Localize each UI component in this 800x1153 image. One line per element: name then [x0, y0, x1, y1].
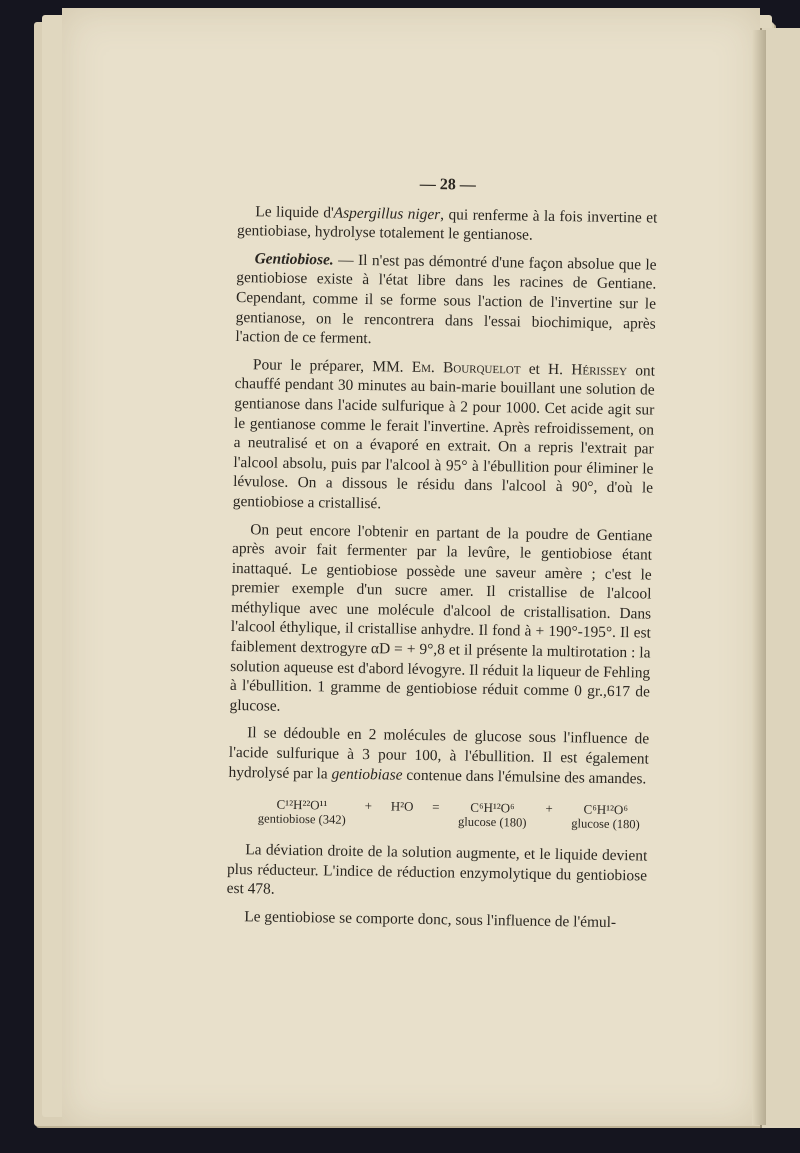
- plus-sign: +: [545, 801, 553, 817]
- equals-sign: =: [432, 799, 440, 815]
- paragraph-hydrolysis: [228, 723, 649, 788]
- page-number: — 28 —: [419, 175, 476, 194]
- text-run: , qui renferme à la fois invertine et gentiobiase, hydrolyse totalement le gentianose.: [236, 205, 658, 244]
- facing-page-edge: [760, 28, 800, 1128]
- paragraph-preparation: [233, 355, 655, 518]
- author-name: Em. Bourquelot: [411, 358, 521, 378]
- text-run: contenue dans l'émulsine des amandes.: [402, 766, 647, 788]
- paragraph-continuation: Le gentiobiose se comporte donc, sous l'influence de l'émul-: [244, 908, 617, 932]
- text-run: Le liquide d': [255, 202, 334, 222]
- paragraph-properties: On peut encore l'obtenir en partant de la poudre de Gentiane après avoir fait fermenter par la levûre, le gentiobiose étant inattaqué. Le gentiobiose possède une saveur amère ; c'est le premier exemple d'un sucre amer. Il cristallise de l'alcool méthylique avec une molécule d'alcool de cristallisation. Dans l'alcool éthylique, il cristallise anhydre. Il fond à + 190°-195°. Il est faiblement dextrogyre αD = + 9°,8 et il présente la multirotation : la solution aqueuse est d'abord lévogyre. Il réduit la liqueur de Fehling à l'ébullition. 1 gramme de gentiobiose réduit comme 0 gr.,617 de glucose.: [229, 520, 653, 715]
- formula-label: glucose (180): [457, 814, 527, 830]
- formula-term: [258, 797, 346, 828]
- formula-label: gentiobiose (342): [257, 811, 346, 827]
- text-run: Pour le préparer, MM.: [252, 356, 412, 376]
- formula-glucose: C⁶H¹²O⁶: [583, 801, 629, 818]
- formula-term: [391, 799, 414, 814]
- italic-term: gentiobiase: [331, 765, 403, 784]
- author-name: H. Hérissey: [547, 360, 628, 379]
- formula-glucose: C⁶H¹²O⁶: [470, 799, 515, 816]
- chemical-equation: [258, 797, 640, 833]
- section-heading: Gentiobiose.: [254, 250, 334, 269]
- formula-term: [571, 802, 640, 833]
- formula-water: H²O: [390, 798, 414, 815]
- paragraph-aspergillus: [237, 202, 658, 248]
- formula-term: [458, 800, 527, 831]
- plus-sign: +: [364, 798, 373, 814]
- italic-term: Aspergillus niger: [333, 204, 441, 223]
- book-gutter: [752, 30, 766, 1125]
- paragraph-gentiobiose: [235, 249, 656, 354]
- paragraph-deviation: La déviation droite de la solution augmente, et le liquide devient plus réducteur. L'indice de réduction enzymolytique du gentiobiose est 478.: [226, 841, 648, 899]
- text-run: ont chauffé pendant 30 minutes au bain-marie bouillant une solution de gentianose dans l'acide sulfurique à 2 pour 1000. Cet acide agit sur le gentianose comme le ferait l'invertine. Après refroidissement, on a neutralisé et on a évaporé en extrait. On a repris l'extrait par l'alcool absolu, puis par l'alcool à 95° à l'ébullition pour éliminer le lévulose. On a dissous le résidu dans l'alcool à 90°, d'où le gentiobiose a cristallisé.: [232, 361, 656, 513]
- formula-label: glucose (180): [571, 816, 640, 832]
- formula-gentiobiose: C¹²H²²O¹¹: [276, 796, 328, 813]
- text-run: et: [520, 360, 549, 378]
- text-run: — Il n'est pas démontré d'une façon absolue que le gentiobiose existe à l'état libre dans les racines de Gentiane. Cependant, comme il se forme sous l'action de l'invertine sur le gentianose, on le rencontrera dans l'essai biochimique, après l'action de ce ferment.: [235, 251, 657, 348]
- text-run: Il se dédouble en 2 molécules de glucose sous l'influence de l'acide sulfurique à 3 pour 100, à l'ébullition. Il est également hydrolysé par la: [228, 724, 650, 783]
- page-text: [226, 172, 658, 941]
